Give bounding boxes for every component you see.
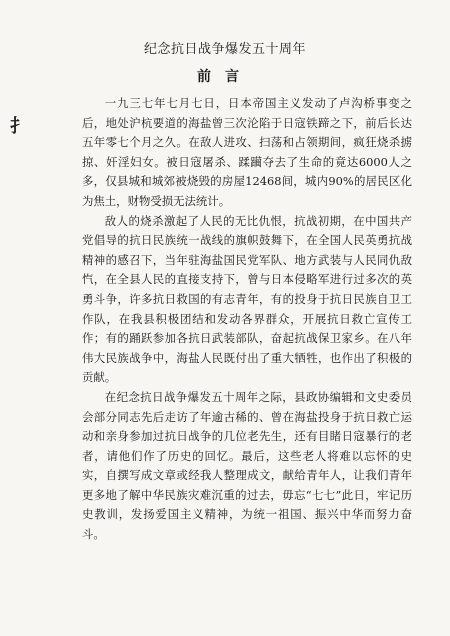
paragraph-2: 敌人的烧杀激起了人民的无比仇恨，抗战初期，在中国共产党倡导的抗日民族统一战线的旗帜鼓舞下，在全国人民英勇抗战精神的感召下，当年驻海盐国民党军队、地方武装与人民同仇敌忾，在全县人民的直接支持下，曾与日本侵略军进行过多次的英勇斗争，许多抗日救国的有志青年，有的投身于抗日民族自卫工作队，在我县积极团结和发动各界群众，开展抗日救亡宣传工作；有的踊跃参加各抗日武装部队，奋起抗战保卫家乡。在八年伟大民族战争中，海盐人民既付出了重大牺牲，也作出了积极的贡献。 [82,213,412,385]
page-title: 前言 [197,69,253,85]
running-title: 纪念抗日战争爆发五十周年 [143,42,306,57]
paragraph-1: 一九三七年七月七日，日本帝国主义发动了卢沟桥事变之后，地处沪杭要道的海盐曾三次沦陷于日寇铁蹄之下，前后长达五年零七个月之久。在敌人进攻、扫荡和占领期间，疯狂烧杀掳掠、奸淫妇女。被日寇屠杀、蹂躏夺去了生命的竟达6000人之多，仅县城和城郊被烧毁的房屋12468间，城内90%的居民区化为焦土，财物受损无法统计。 [82,96,412,208]
document-body [82,94,412,545]
margin-annotation: 扌 [10,116,28,137]
paragraph-3: 在纪念抗日战争爆发五十周年之际，县政协编辑和文史委员会部分同志先后走访了年逾古稀的、曾在海盐投身于抗日救亡运动和亲身参加过抗日战争的几位老先生，还有目睹日寇暴行的老者，请他们作了历史的回忆。最后，这些老人将难以忘怀的史实，自撰写成文章或经我人整理成文，献给青年人，让我们青年更多地了解中华民族灾难沉重的过去，毋忘“七七”此日，牢记历史教训，发扬爱国主义精神，为统一祖国、振兴中华而努力奋斗。 [82,389,412,542]
